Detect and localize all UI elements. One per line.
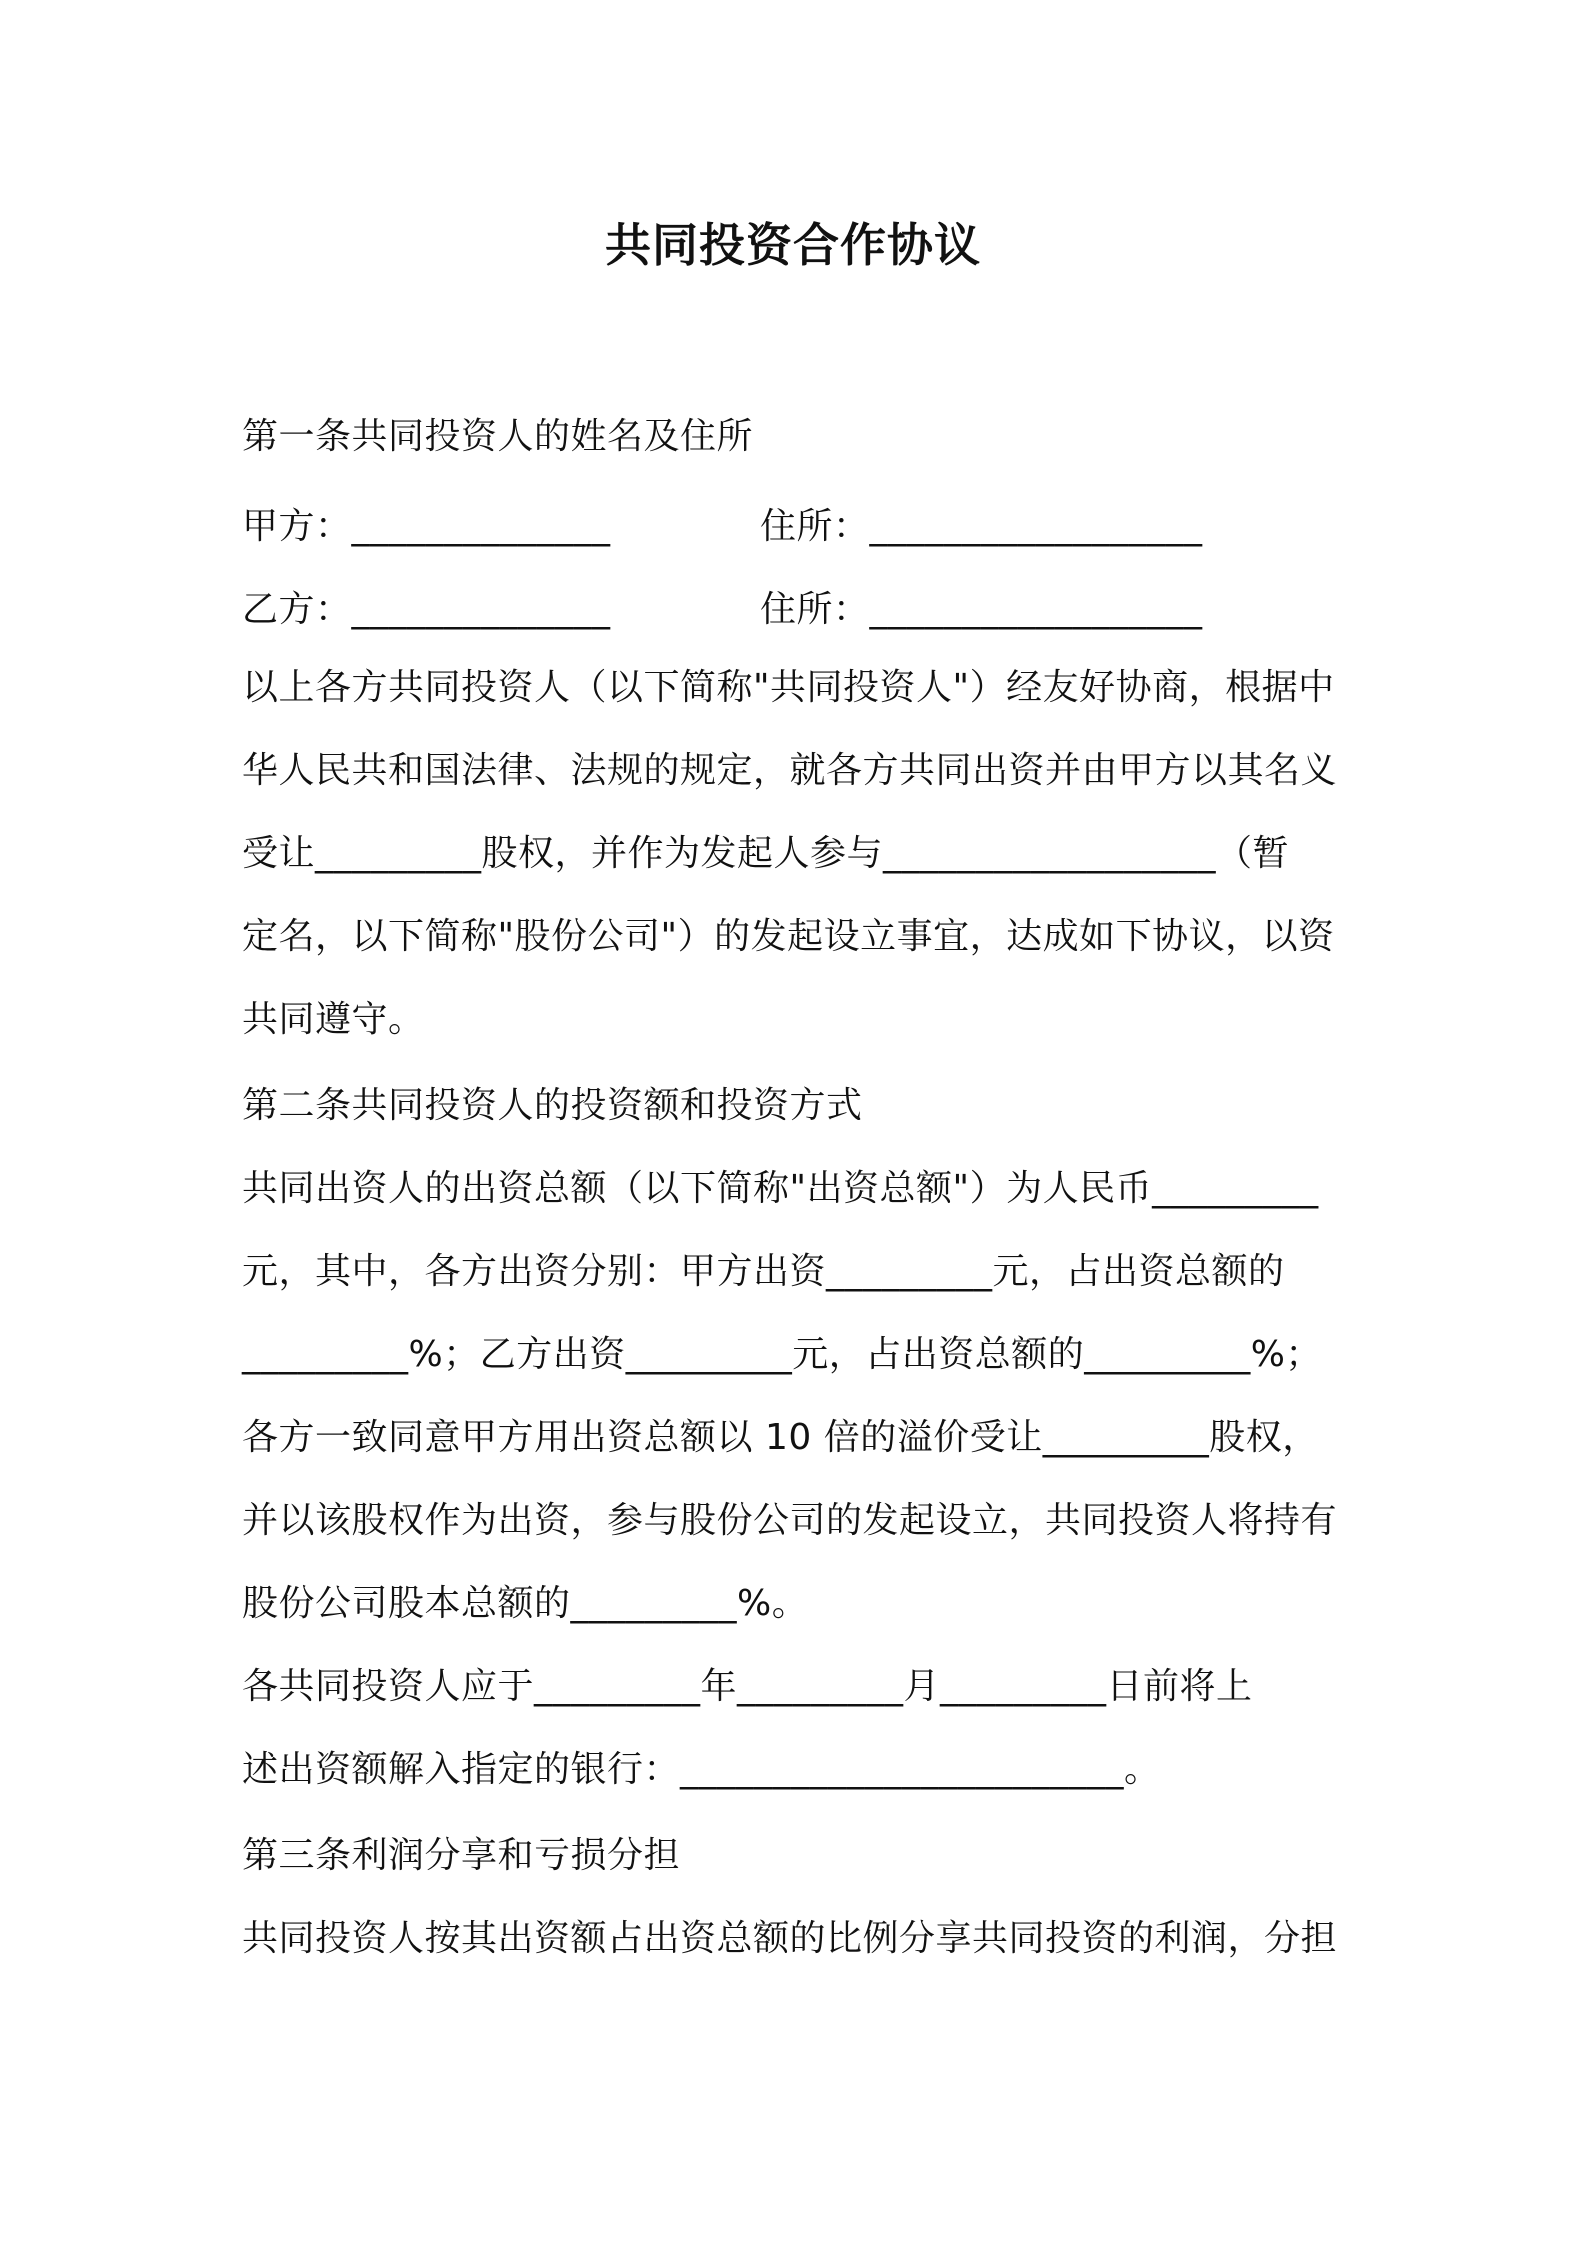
party-b-address-field: 住所：__________________ — [760, 589, 1203, 630]
paragraph-line: 各方一致同意甲方用出资总额以 10 倍的溢价受让_________股权， — [242, 1417, 1319, 1458]
party-a-address-field: 住所：__________________ — [760, 506, 1203, 547]
document-title: 共同投资合作协议 — [605, 218, 981, 272]
paragraph-line: 定名，以下简称"股份公司"）的发起设立事宜，达成如下协议，以资 — [242, 916, 1335, 957]
paragraph-line: 以上各方共同投资人（以下简称"共同投资人"）经友好协商，根据中 — [242, 667, 1335, 708]
section2-heading: 第二条共同投资人的投资额和投资方式 — [242, 1085, 863, 1126]
paragraph-line: 华人民共和国法律、法规的规定，就各方共同出资并由甲方以其名义 — [242, 750, 1338, 791]
paragraph-line: 各共同投资人应于_________年_________月_________日前将上 — [242, 1666, 1253, 1707]
paragraph-line: 受让_________股权，并作为发起人参与__________________（暂 — [242, 833, 1290, 874]
paragraph-line: 共同出资人的出资总额（以下简称"出资总额"）为人民币_________ — [242, 1168, 1319, 1209]
paragraph-line: 共同投资人按其出资额占出资总额的比例分享共同投资的利润，分担 — [242, 1918, 1338, 1959]
paragraph-line: _________%；乙方出资_________元，占出资总额的_________%； — [242, 1334, 1322, 1375]
paragraph-line: 共同遵守。 — [242, 999, 425, 1040]
party-a-field: 甲方：______________ — [242, 506, 611, 547]
party-b-field: 乙方：______________ — [242, 589, 611, 630]
paragraph-line: 并以该股权作为出资，参与股份公司的发起设立，共同投资人将持有 — [242, 1500, 1338, 1541]
section1-heading: 第一条共同投资人的姓名及住所 — [242, 416, 754, 457]
paragraph-line: 述出资额解入指定的银行：________________________。 — [242, 1749, 1161, 1790]
section3-heading: 第三条利润分享和亏损分担 — [242, 1835, 681, 1876]
paragraph-line: 股份公司股本总额的_________%。 — [242, 1583, 809, 1624]
paragraph-line: 元，其中，各方出资分别：甲方出资_________元，占出资总额的 — [242, 1251, 1285, 1292]
